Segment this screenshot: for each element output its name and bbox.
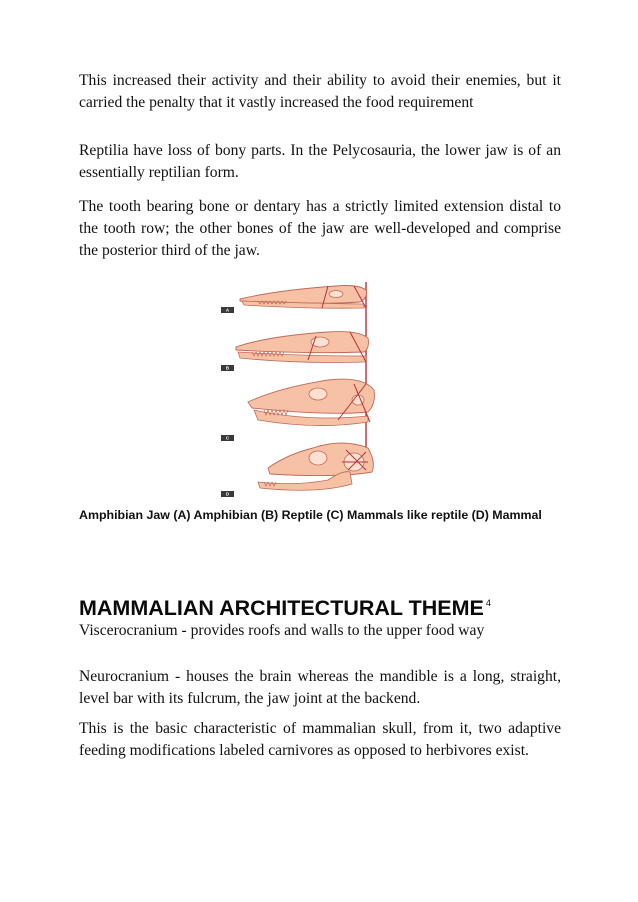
panel-label-a: A [225, 307, 230, 313]
paragraph-viscerocranium: Viscerocranium - provides roofs and walls to the upper food way [79, 622, 485, 639]
jaw-evolution-illustration [218, 272, 378, 502]
paragraph-dentary: The tooth bearing bone or dentary has a strictly limited extension distal to the tooth row; the other bones of the jaw are well-developed and comprise the posterior third of the jaw. [79, 198, 561, 259]
panel-label-c: C [225, 435, 230, 441]
jaw-evolution-figure [218, 272, 378, 502]
paragraph-activity: This increased their activity and their ability to avoid their enemies, but it carried the penalty that it vastly increased the food requirement [79, 72, 561, 111]
panel-label-b: B [225, 365, 230, 371]
paragraph-feeding-modifications: This is the basic characteristic of mammalian skull, from it, two adaptive feeding modifications labeled carnivores as opposed to herbivores exist. [79, 720, 561, 759]
figure-caption: Amphibian Jaw (A) Amphibian (B) Reptile (C) Mammals like reptile (D) Mammal [79, 508, 542, 522]
section-heading-text: MAMMALIAN ARCHITECTURAL THEME [79, 596, 484, 620]
skull-b-reptile [236, 332, 369, 363]
section-heading [79, 590, 491, 621]
skull-c-mammal-like-reptile [248, 379, 374, 425]
skull-d-mammal [258, 443, 373, 490]
paragraph-neurocranium: Neurocranium - houses the brain whereas the mandible is a long, straight, level bar with its fulcrum, the jaw joint at the backend. [79, 668, 561, 707]
paragraph-reptilia: Reptilia have loss of bony parts. In the Pelycosauria, the lower jaw is of an essentially reptilian form. [79, 142, 561, 181]
heading-reference: 4 [485, 598, 491, 608]
skull-a-amphibian [240, 286, 366, 309]
panel-label-d: D [225, 491, 230, 497]
